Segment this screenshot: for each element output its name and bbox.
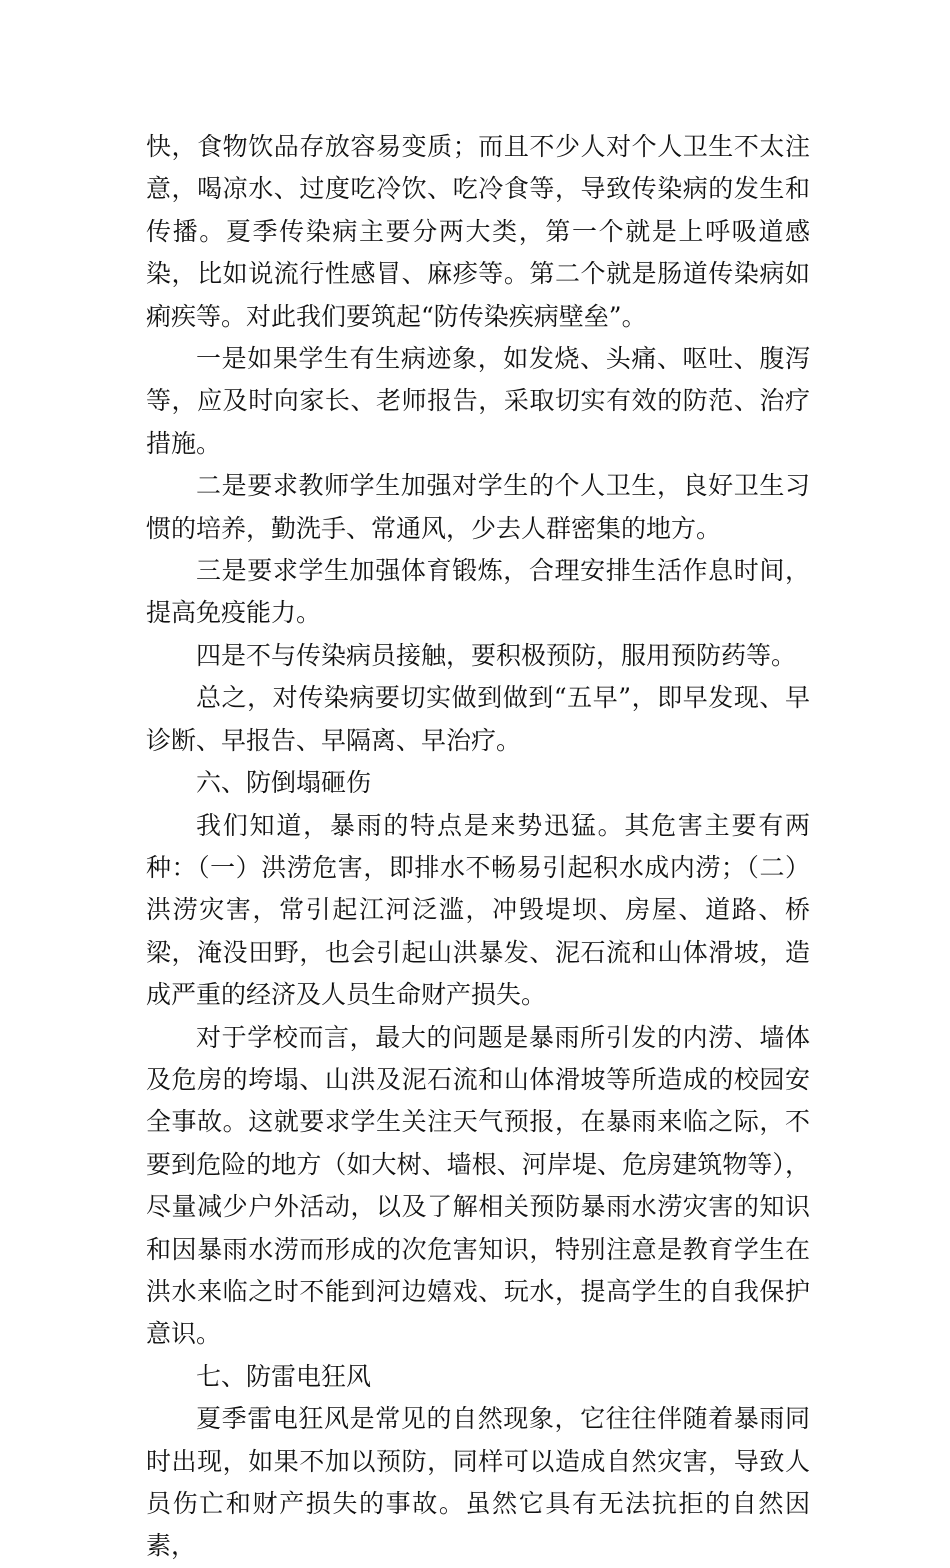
paragraph-measure-two: 二是要求教师学生加强对学生的个人卫生，良好卫生习惯的培养，勤洗手、常通风，少去人群密集的地方。 (146, 471, 810, 543)
paragraph-rainstorm-hazards: 我们知道，暴雨的特点是来势迅猛。其危害主要有两种：（一）洪涝危害，即排水不畅易引起积水成内涝；（二）洪涝灾害，常引起江河泛滥，冲毁堤坝、房屋、道路、桥梁，淹没田野，也会引起山洪暴发、泥石流和山体滑坡，造成严重的经济及人员生命财产损失。 (146, 810, 810, 1010)
paragraph-disease-intro: 快，食物饮品存放容易变质；而且不少人对个人卫生不太注意，喝凉水、过度吃冷饮、吃冷食等，导致传染病的发生和传播。夏季传染病主要分两大类，第一个就是上呼吸道感染，比如说流行性感冒、麻疹等。第二个就是肠道传染病如痢疾等。对此我们要筑起“防传染疾病壁垒”。 (146, 132, 810, 331)
section-heading-thunder: 七、防雷电狂风 (196, 1361, 372, 1391)
paragraph-measure-three: 三是要求学生加强体育锻炼，合理安排生活作息时间，提高免疫能力。 (146, 556, 810, 628)
paragraph-thunder-wind: 夏季雷电狂风是常见的自然现象，它往往伴随着暴雨同时出现，如果不加以预防，同样可以造成自然灾害，导致人员伤亡和财产损失的事故。虽然它具有无法抗拒的自然因素， (146, 1404, 810, 1561)
section-heading-collapse: 六、防倒塌砸伤 (196, 768, 372, 798)
paragraph-five-early: 总之，对传染病要切实做到做到“五早”，即早发现、早诊断、早报告、早隔离、早治疗。 (146, 683, 810, 755)
document-body (146, 126, 810, 1568)
paragraph-measure-four: 四是不与传染病员接触，要积极预防，服用预防药等。 (196, 640, 797, 670)
paragraph-school-safety: 对于学校而言，最大的问题是暴雨所引发的内涝、墙体及危房的垮塌、山洪及泥石流和山体滑坡等所造成的校园安全事故。这就要求学生关注天气预报，在暴雨来临之际，不要到危险的地方（如大树、墙根、河岸堤、危房建筑物等），尽量减少户外活动，以及了解相关预防暴雨水涝灾害的知识和因暴雨水涝而形成的次危害知识，特别注意是教育学生在洪水来临之时不能到河边嬉戏、玩水，提高学生的自我保护意识。 (146, 1022, 810, 1349)
paragraph-measure-one: 一是如果学生有生病迹象，如发烧、头痛、呕吐、腹泻等，应及时向家长、老师报告，采取切实有效的防范、治疗措施。 (146, 344, 810, 458)
